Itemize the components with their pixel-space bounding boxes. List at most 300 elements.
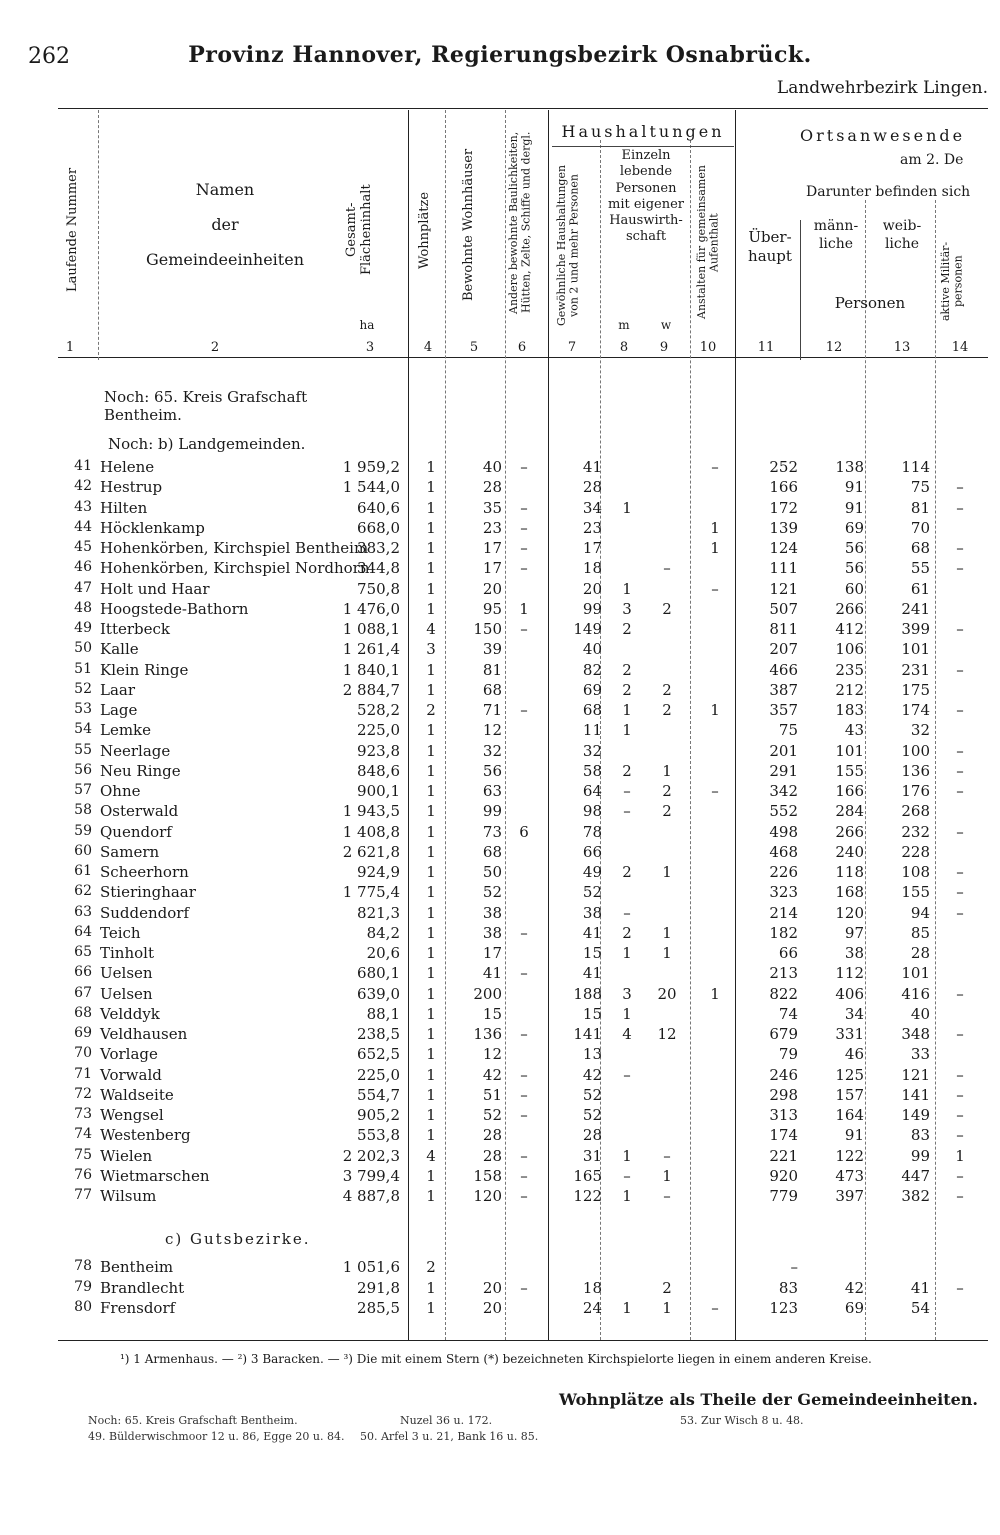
row-number: 76 [74,1166,92,1183]
places-title: Wohnplätze als Theile der Gemeindeeinheiten. [558,1390,978,1409]
row-households: 31 [582,1146,602,1165]
row-population-male: 91 [844,498,864,517]
row-population-total: 811 [769,620,798,638]
column-number: 1 [65,340,75,355]
row-institutions: – [711,1299,719,1317]
row-other-buildings: – [520,458,528,476]
footnote: ¹) 1 Armenhaus. — ²) 3 Baracken. — ³) Die mit einem Stern (*) bezeichneten Kirchspielorte liegen in einem anderen Kreise. [120,1352,872,1366]
row-population-male: 473 [835,1166,864,1185]
row-single-w: 12 [657,1025,677,1043]
row-houses: 51 [482,1085,502,1104]
row-population-male: 157 [835,1085,864,1104]
row-area: 238,5 [357,1025,400,1043]
table-row [0,1258,1000,1278]
row-name: Wilsum [100,1187,157,1205]
row-area: 554,7 [357,1085,400,1104]
row-places: 1 [426,539,436,557]
column-number: 12 [825,340,843,355]
row-number: 55 [74,741,92,758]
row-military: – [956,984,964,1003]
row-houses: 17 [482,539,502,557]
row-number: 58 [74,802,92,819]
row-houses: 68 [482,842,502,861]
row-population-male: 106 [835,640,864,659]
column-number: 5 [469,340,479,355]
row-area: 285,5 [357,1299,400,1317]
row-population-male: 164 [835,1106,864,1124]
row-population-total: 201 [769,741,798,760]
row-single-m: 1 [622,1299,632,1317]
row-places: 1 [426,721,436,740]
row-places: 1 [426,660,436,679]
row-households: 13 [582,1045,602,1064]
row-households: 24 [582,1299,602,1317]
row-single-m: – [623,1166,631,1185]
column-number: 11 [757,340,775,355]
col-header-4: Wohnplätze [417,191,432,269]
row-places: 1 [426,1278,436,1297]
row-houses: 158 [473,1166,502,1185]
row-population-male: 138 [835,458,864,476]
row-number: 66 [74,964,92,981]
row-population-male: 155 [835,761,864,780]
row-population-female: 99 [910,1146,930,1165]
row-other-buildings: – [520,518,528,537]
row-number: 57 [74,782,92,798]
row-houses: 20 [482,1299,502,1317]
row-area: 639,0 [357,984,400,1003]
row-single-m: 1 [622,1004,632,1023]
row-households: 15 [582,1004,602,1023]
row-households: 34 [582,498,602,517]
row-single-w: 1 [662,1299,672,1317]
row-name: Frensdorf [100,1299,176,1317]
row-area: 20,6 [366,944,400,962]
col-header-5: Bewohnte Wohnhäuser [461,148,476,302]
row-other-buildings: – [520,620,528,638]
row-single-w: – [663,559,671,578]
table-row [0,1025,1000,1045]
row-number: 49 [74,620,92,636]
row-households: 141 [573,1025,602,1043]
row-single-w: 20 [657,984,677,1003]
row-number: 53 [74,701,92,717]
row-single-m: 3 [622,599,632,618]
table-row [0,782,1000,802]
row-population-female: 175 [901,680,930,699]
table-row [0,964,1000,984]
row-military: – [956,559,964,578]
row-houses: 39 [482,640,502,659]
row-population-female: 268 [901,802,930,821]
row-name: Samern [100,842,160,861]
row-houses: 73 [482,822,502,841]
row-places: 1 [426,944,436,962]
row-population-female: 94 [910,903,930,922]
row-population-total: 172 [769,498,798,517]
row-population-male: 97 [844,923,864,942]
row-population-total: 679 [769,1025,798,1043]
row-name: Quendorf [100,822,172,841]
row-military: – [956,903,964,922]
row-households: 82 [582,660,602,679]
row-number: 75 [74,1146,92,1163]
page-title: Provinz Hannover, Regierungsbezirk Osnabrück. [188,42,812,68]
row-single-m: 1 [622,498,632,517]
row-other-buildings: – [520,1106,528,1124]
row-number: 73 [74,1106,92,1122]
col-header-11: Über- haupt [748,228,792,265]
row-houses: 28 [482,1126,502,1145]
col-header-12: männ- liche [813,218,859,252]
row-population-total: 226 [769,863,798,881]
row-population-total: 822 [769,984,798,1003]
row-population-female: 54 [910,1299,930,1317]
col-header-6: Andere bewohnte Baulichkeiten, Hütten, Zelte, Schiffe und dergl. [507,131,533,314]
row-population-total: 466 [769,660,798,679]
table-row [0,944,1000,964]
column-number: 2 [210,340,220,355]
row-households: 28 [582,478,602,497]
row-number: 50 [74,640,92,657]
row-population-total: 507 [769,599,798,618]
row-households: 188 [573,984,602,1003]
row-area: 225,0 [357,721,400,740]
table-row [0,883,1000,903]
row-houses: 35 [482,498,502,517]
row-households: 18 [582,559,602,578]
row-military: – [956,620,964,638]
row-places: 1 [426,741,436,760]
row-single-w: 1 [662,1166,672,1185]
table-row [0,519,1000,539]
row-households: 122 [573,1187,602,1205]
row-places: 1 [426,1166,436,1185]
row-population-total: 123 [769,1299,798,1317]
table-row [0,1299,1000,1319]
row-population-total: 124 [769,539,798,557]
row-number: 63 [74,903,92,920]
table-row [0,1187,1000,1207]
row-area: 1 476,0 [342,599,400,618]
row-houses: 95 [482,599,502,618]
row-houses: 15 [482,1004,502,1023]
row-population-female: 100 [901,741,930,760]
table-row [0,843,1000,863]
row-military: – [956,782,964,800]
page-number: 262 [28,44,70,69]
row-military: – [956,741,964,760]
row-population-male: 38 [844,944,864,962]
row-area: 905,2 [357,1106,400,1124]
table-row [0,924,1000,944]
column-number: 14 [951,340,969,355]
row-houses: 63 [482,782,502,800]
row-places: 1 [426,1106,436,1124]
row-households: 68 [582,701,602,719]
row-name: Hestrup [100,478,163,497]
row-area: 291,8 [357,1278,400,1297]
row-population-male: 56 [844,559,864,578]
table-row [0,1126,1000,1146]
row-name: Waldseite [100,1085,174,1104]
row-population-male: 46 [844,1045,864,1064]
row-households: 17 [582,539,602,557]
row-single-w: 1 [662,863,672,881]
row-population-male: 168 [835,883,864,902]
row-number: 80 [74,1299,92,1315]
row-other-buildings: – [520,1146,528,1165]
row-area: 668,0 [357,518,400,537]
row-places: 1 [426,1299,436,1317]
row-population-male: 122 [835,1146,864,1165]
row-population-female: 416 [901,984,930,1003]
row-population-male: 120 [835,903,864,922]
row-institutions: – [711,579,719,598]
section-gutsbezirke: c) Gutsbezirke. [165,1230,311,1248]
row-population-male: 118 [835,863,864,881]
row-other-buildings: – [520,1025,528,1043]
row-population-male: 240 [835,842,864,861]
row-area: 2 202,3 [342,1146,400,1165]
row-number: 41 [74,458,92,474]
row-population-male: 183 [835,701,864,719]
row-area: 1 959,2 [342,458,400,476]
row-number: 60 [74,842,92,859]
row-military: – [956,1166,964,1185]
row-military: – [956,1126,964,1145]
row-name: Osterwald [100,802,179,821]
row-single-m: 1 [622,701,632,719]
row-area: 1 408,8 [342,822,400,841]
row-name: Itterbeck [100,620,170,638]
row-population-male: 397 [835,1187,864,1205]
row-population-male: 69 [844,1299,864,1317]
row-population-male: 284 [835,802,864,821]
row-military: 1 [955,1146,965,1165]
row-houses: 28 [482,478,502,497]
row-name: Veldhausen [100,1025,188,1043]
row-population-female: 348 [901,1025,930,1043]
row-places: 2 [426,1258,436,1276]
row-name: Westenberg [100,1126,191,1145]
row-single-m: 2 [622,680,632,699]
row-other-buildings: 6 [519,822,529,841]
row-places: 1 [426,1085,436,1104]
row-population-total: 357 [769,701,798,719]
row-places: 1 [426,579,436,598]
row-area: 383,2 [357,539,400,557]
row-population-male: 60 [844,579,864,598]
row-houses: 42 [482,1065,502,1084]
households-group-header: Haushaltungen [561,122,725,141]
table-row [0,1045,1000,1065]
row-households: 15 [582,944,602,962]
row-places: 1 [426,458,436,476]
row-number: 71 [74,1065,92,1082]
row-name: Velddyk [100,1004,160,1023]
table-row [0,1086,1000,1106]
row-name: Hilten [100,498,148,517]
row-number: 43 [74,498,92,515]
row-houses: 17 [482,559,502,578]
table-row [0,681,1000,701]
row-single-m: 1 [622,944,632,962]
column-number: 8 [619,340,629,355]
row-other-buildings: – [520,1278,528,1297]
row-population-female: 114 [901,458,930,476]
row-single-m: 1 [622,1146,632,1165]
table-row [0,701,1000,721]
row-population-total: 121 [769,579,798,598]
row-area: 225,0 [357,1065,400,1084]
row-population-total: 252 [769,458,798,476]
table-header-rule [58,357,988,358]
row-places: 1 [426,518,436,537]
row-houses: 99 [482,802,502,821]
row-number: 46 [74,559,92,576]
row-population-male: 166 [835,782,864,800]
row-houses: 52 [482,883,502,902]
row-houses: 136 [473,1025,502,1043]
row-single-w: 2 [662,782,672,800]
row-number: 64 [74,923,92,940]
row-places: 1 [426,883,436,902]
row-population-total: – [790,1258,798,1276]
row-population-total: 214 [769,903,798,922]
row-single-m: – [623,782,631,800]
col-header-8-9: Einzeln lebende Personen mit eigener Hauswirth-schaft [608,148,684,245]
row-households: 52 [582,883,602,902]
row-name: Lemke [100,721,152,740]
row-places: 1 [426,1004,436,1023]
row-other-buildings: – [520,498,528,517]
row-military: – [956,1065,964,1084]
row-population-total: 387 [769,680,798,699]
row-number: 62 [74,883,92,900]
section-landgemeinden: Noch: b) Landgemeinden. [108,435,306,453]
row-military: – [956,1106,964,1124]
row-single-m: 1 [622,1187,632,1205]
row-single-m: 2 [622,620,632,638]
column-number: 13 [893,340,911,355]
row-name: Neu Ringe [100,761,181,780]
row-number: 42 [74,478,92,495]
row-households: 149 [573,620,602,638]
row-number: 59 [74,822,92,839]
row-population-male: 56 [844,539,864,557]
row-single-w: – [663,1187,671,1205]
row-places: 1 [426,559,436,578]
row-population-female: 40 [910,1004,930,1023]
row-population-total: 246 [769,1065,798,1084]
row-population-male: 212 [835,680,864,699]
row-population-total: 182 [769,923,798,942]
row-population-total: 213 [769,964,798,983]
row-name: Neerlage [100,741,171,760]
row-area: 923,8 [357,741,400,760]
row-houses: 52 [482,1106,502,1124]
row-area: 344,8 [357,559,400,578]
row-population-female: 231 [901,660,930,679]
row-other-buildings: – [520,1065,528,1084]
row-institutions: 1 [710,518,720,537]
row-other-buildings: – [520,923,528,942]
column-number: 6 [517,340,527,355]
row-name: Helene [100,458,155,476]
row-households: 41 [582,964,602,983]
row-population-female: 228 [901,842,930,861]
row-number: 56 [74,761,92,778]
row-institutions: – [711,458,719,476]
row-area: 680,1 [357,964,400,983]
row-name: Scheerhorn [100,863,189,881]
row-households: 52 [582,1106,602,1124]
row-single-m: 2 [622,923,632,942]
places-note: 53. Zur Wisch 8 u. 48. [680,1414,804,1427]
row-houses: 32 [482,741,502,760]
row-number: 70 [74,1045,92,1062]
row-houses: 38 [482,923,502,942]
row-houses: 38 [482,903,502,922]
row-number: 78 [74,1258,92,1274]
row-houses: 20 [482,1278,502,1297]
row-single-w: 2 [662,599,672,618]
row-population-total: 323 [769,883,798,902]
row-name: Laar [100,680,136,699]
row-places: 1 [426,802,436,821]
row-single-w: – [663,1146,671,1165]
table-row [0,1106,1000,1126]
row-population-total: 139 [769,518,798,537]
row-single-m: – [623,802,631,821]
row-military: – [956,539,964,557]
row-name: Hohenkörben, Kirchspiel Nordhorn [100,559,370,578]
row-houses: 81 [482,660,502,679]
row-households: 23 [582,518,602,537]
row-households: 98 [582,802,602,821]
row-population-total: 298 [769,1085,798,1104]
row-name: Wielen [100,1146,153,1165]
row-single-m: 1 [622,579,632,598]
row-name: Brandlecht [100,1278,185,1297]
row-houses: 28 [482,1146,502,1165]
row-population-female: 155 [901,883,930,902]
row-houses: 41 [482,964,502,983]
row-other-buildings: – [520,701,528,719]
col-header-14: aktive Militär-personen [939,241,965,321]
row-population-female: 101 [901,640,930,659]
row-population-female: 85 [910,923,930,942]
row-area: 821,3 [357,903,400,922]
col-header-9-sub: w [660,318,672,332]
row-name: Ohne [100,782,141,800]
row-population-male: 412 [835,620,864,638]
row-name: Wengsel [100,1106,164,1124]
row-population-female: 241 [901,599,930,618]
row-area: 924,9 [357,863,400,881]
row-area: 4 887,8 [342,1187,400,1205]
row-area: 1 051,6 [342,1258,400,1276]
row-households: 52 [582,1085,602,1104]
district-label: Landwehrbezirk Lingen. [776,78,988,98]
row-number: 45 [74,539,92,555]
row-places: 1 [426,680,436,699]
row-institutions: – [711,782,719,800]
table-row [0,600,1000,620]
row-population-male: 91 [844,478,864,497]
row-name: Klein Ringe [100,660,189,679]
